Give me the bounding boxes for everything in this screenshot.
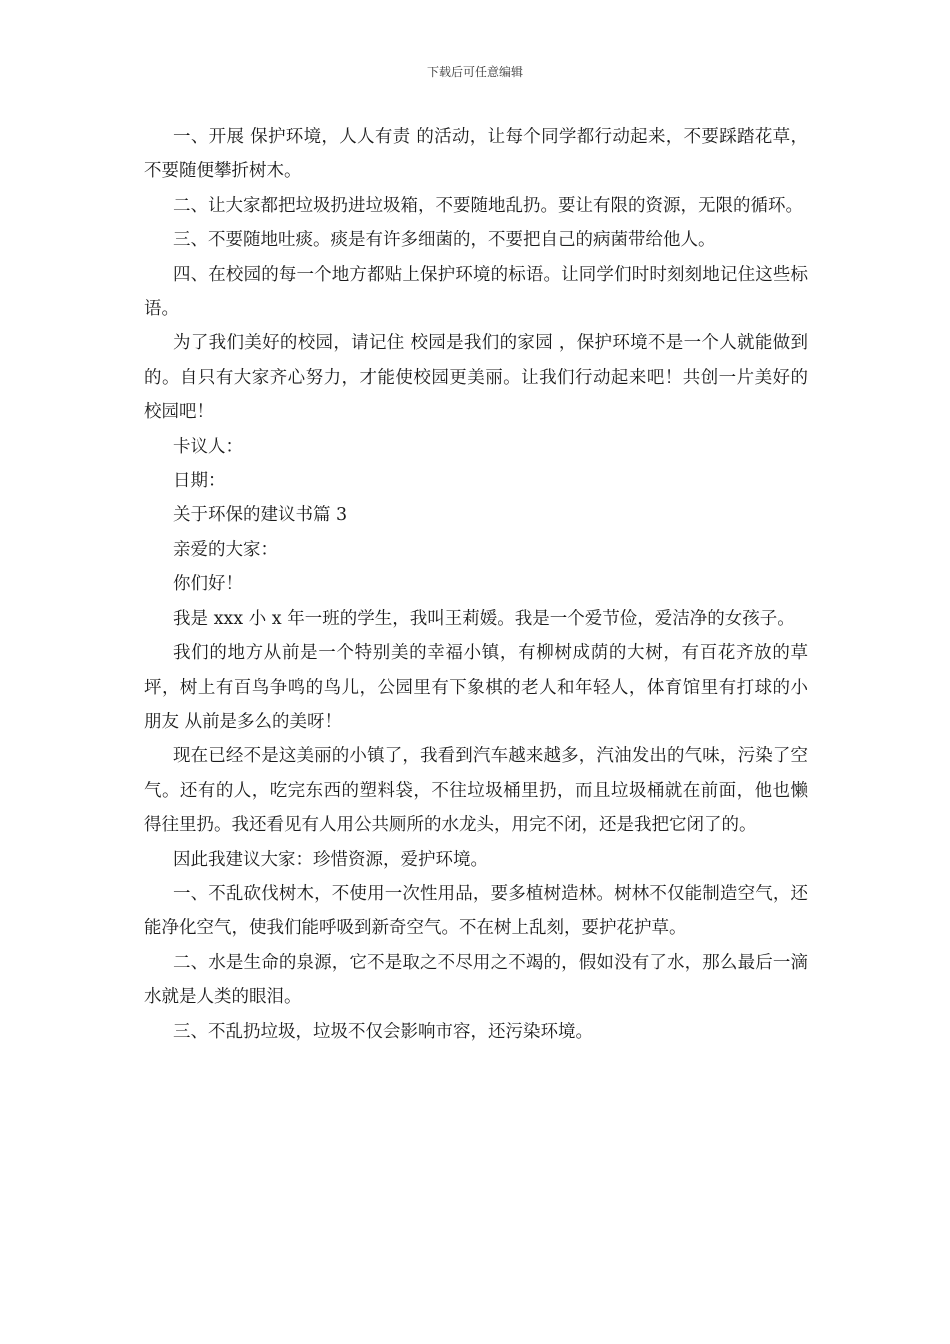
paragraph-11: 我是 xxx 小 x 年一班的学生，我叫王莉媛。我是一个爱节俭，爱洁净的女孩子。 (173, 608, 795, 629)
salutation: 亲爱的大家： (173, 539, 278, 560)
paragraph-3: 三、不要随地吐痰。痰是有许多细菌的，不要把自己的病菌带给他人。 (173, 230, 716, 251)
paragraph-4: 四、在校园的每一个地方都贴上保护环境的标语。让同学们时时刻刻地记住这些标语。 (144, 264, 808, 320)
paragraph-2: 二、让大家都把垃圾扔进垃圾箱，不要随地乱扔。要让有限的资源，无限的循环。 (173, 195, 803, 216)
paragraph-1: 一、开展 保护环境，人人有责 的活动，让每个同学都行动起来，不要踩踏花草，不要随便攀折树木。 (144, 127, 808, 182)
date-line: 日期： (173, 471, 226, 492)
paragraph-12: 我们的地方从前是一个特别美的幸福小镇，有柳树成荫的大树，有百花齐放的草坪，树上有百鸟争鸣的鸟儿，公园里有下象棋的老人和年轻人，体育馆里有打球的小朋友 从前是多么的美呀！ (144, 643, 808, 732)
page-header: 下载后可任意编辑 (426, 65, 523, 79)
proposer-line: 卡议人： (173, 436, 243, 457)
paragraph-16: 二、水是生命的泉源，它不是取之不尽用之不竭的，假如没有了水，那么最后一滴水就是人类的眼泪。 (144, 952, 808, 1008)
document-body (144, 120, 808, 1049)
section-title: 关于环保的建议书篇 3 (173, 505, 348, 526)
paragraph-13: 现在已经不是这美丽的小镇了，我看到汽车越来越多，汽油发出的气味，污染了空气。还有的人，吃完东西的塑料袋，不往垃圾桶里扔，而且垃圾桶就在前面，他也懒得往里扔。我还看见有人用公共厕所的水龙头，用完不闭，还是我把它闭了的。 (144, 746, 808, 836)
paragraph-17: 三、不乱扔垃圾，垃圾不仅会影响市容，还污染环境。 (173, 1021, 593, 1042)
paragraph-14: 因此我建议大家：珍惜资源，爱护环境。 (173, 849, 488, 870)
paragraph-15: 一、不乱砍伐树木，不使用一次性用品，要多植树造林。树林不仅能制造空气，还能净化空气，使我们能呼吸到新奇空气。不在树上乱刻，要护花护草。 (144, 883, 808, 939)
paragraph-5: 为了我们美好的校园，请记住 校园是我们的家园 ，保护环境不是一个人就能做到的。自只有大家齐心努力，才能使校园更美丽。让我们行动起来吧！共创一片美好的校园吧！ (144, 333, 808, 423)
greeting: 你们好！ (173, 574, 243, 595)
